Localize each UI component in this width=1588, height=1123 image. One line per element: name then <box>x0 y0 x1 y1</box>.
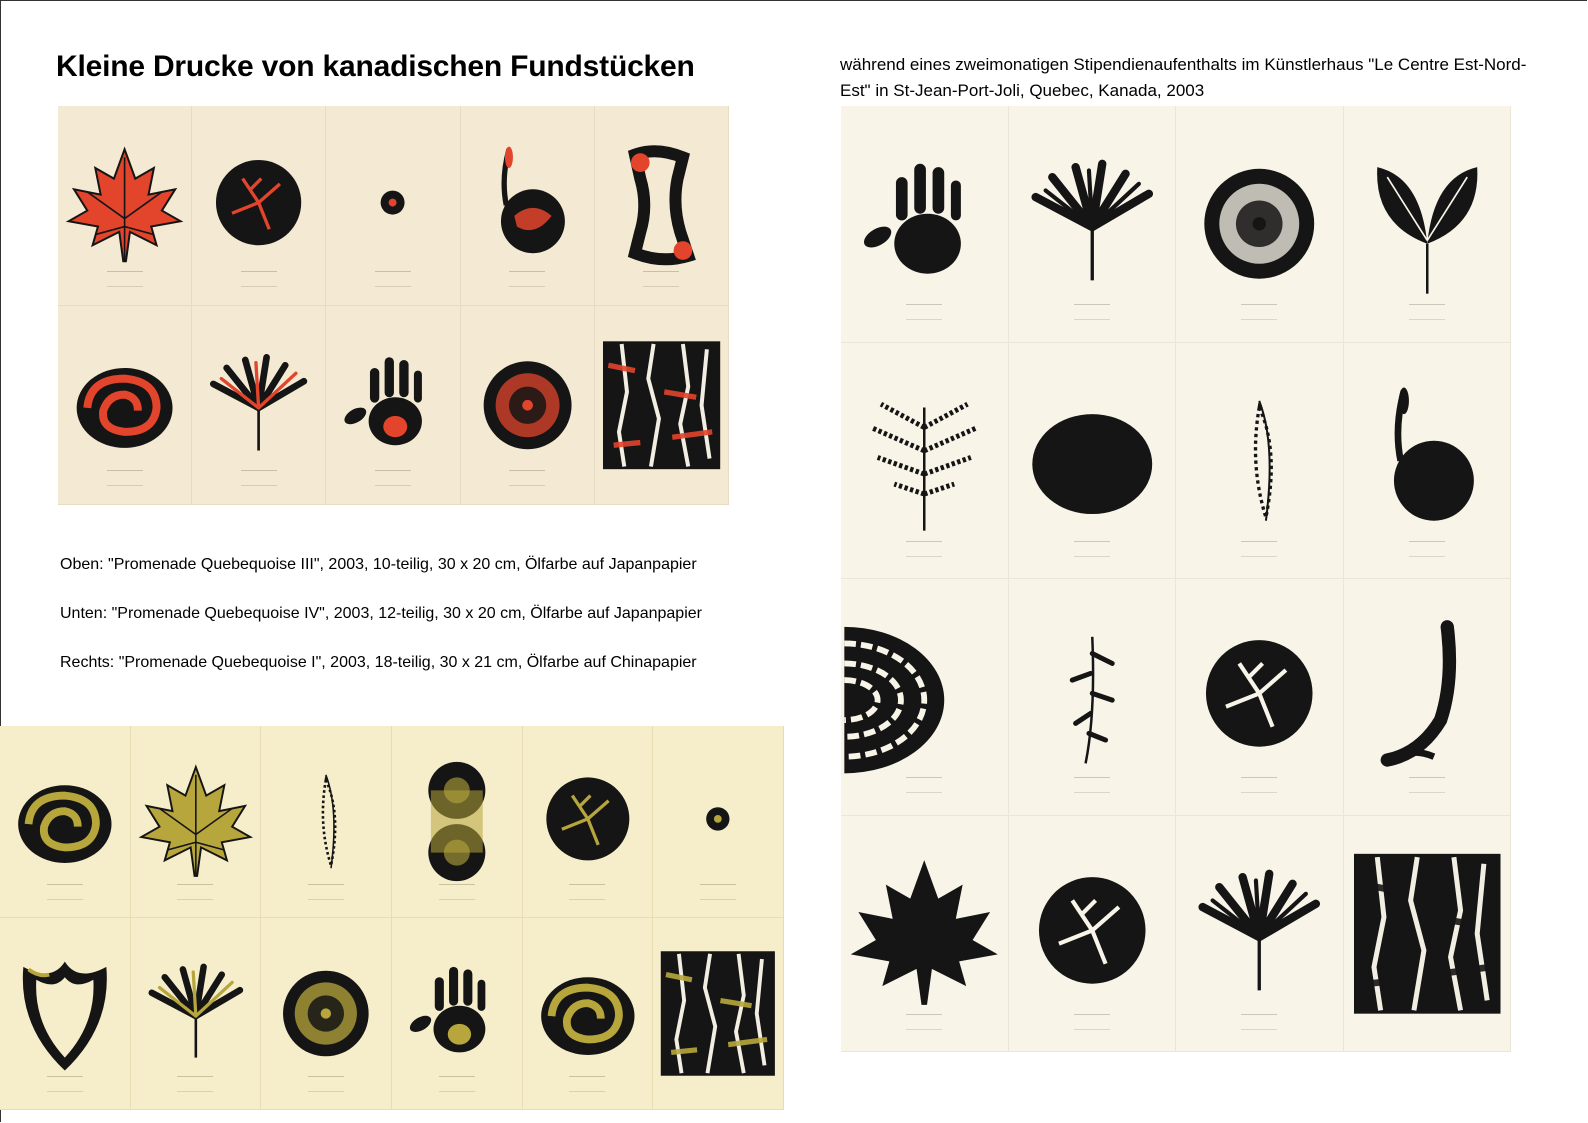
page-title: Kleine Drucke von kanadischen Fundstücken <box>56 50 695 83</box>
signature-mark <box>47 884 83 900</box>
print-panel <box>841 106 1009 343</box>
print-grid-quebequoise-I <box>841 106 1511 1052</box>
print-panel <box>192 306 326 506</box>
signature-mark <box>241 470 277 486</box>
signature-mark <box>1241 777 1277 793</box>
signature-mark <box>1409 304 1445 320</box>
print-panel <box>595 306 729 506</box>
signature-mark <box>1409 777 1445 793</box>
print-panel <box>461 306 595 506</box>
signature-mark <box>241 271 277 287</box>
bark-print <box>595 306 728 505</box>
print-panel <box>0 726 131 918</box>
print-panel <box>326 306 460 506</box>
print-panel <box>1176 343 1344 580</box>
signature-mark <box>308 1076 344 1092</box>
print-panel <box>58 306 192 506</box>
print-panel <box>261 726 392 918</box>
print-panel <box>0 918 131 1110</box>
print-panel <box>58 106 192 306</box>
print-panel <box>841 816 1009 1053</box>
signature-mark <box>107 470 143 486</box>
signature-mark <box>107 271 143 287</box>
signature-mark <box>569 884 605 900</box>
print-panel <box>326 106 460 306</box>
print-panel <box>1009 579 1177 816</box>
print-panel <box>131 918 262 1110</box>
signature-mark <box>906 541 942 557</box>
signature-mark <box>509 470 545 486</box>
print-panel <box>131 726 262 918</box>
intro-text: während eines zweimonatigen Stipendienaufenthalts im Künstlerhaus "Le Centre Est-Nord-Est" in St-Jean-Port-Joli, Quebec, Kanada, 2003 <box>840 55 1527 100</box>
print-panel <box>1176 579 1344 816</box>
print-panel <box>595 106 729 306</box>
signature-mark <box>439 884 475 900</box>
print-panel <box>1344 816 1512 1053</box>
signature-mark <box>906 1014 942 1030</box>
signature-mark <box>1074 1014 1110 1030</box>
print-panel <box>841 343 1009 580</box>
signature-mark <box>1074 777 1110 793</box>
print-panel <box>653 726 784 918</box>
bark-print <box>1344 816 1511 1052</box>
print-panel <box>523 918 654 1110</box>
print-grid-quebequoise-IV <box>0 726 784 1110</box>
signature-mark <box>1409 541 1445 557</box>
signature-mark <box>375 271 411 287</box>
bark-print <box>653 918 783 1109</box>
caption-right: Rechts: "Promenade Quebequoise I", 2003, 18-teilig, 30 x 21 cm, Ölfarbe auf Chinapapier <box>60 654 697 671</box>
print-panel <box>1344 106 1512 343</box>
signature-mark <box>509 271 545 287</box>
signature-mark <box>569 1076 605 1092</box>
signature-mark <box>1074 541 1110 557</box>
signature-mark <box>1241 304 1277 320</box>
print-panel <box>261 918 392 1110</box>
print-panel <box>1009 343 1177 580</box>
print-panel <box>1176 816 1344 1053</box>
signature-mark <box>700 884 736 900</box>
print-grid-quebequoise-III <box>58 106 729 505</box>
print-panel <box>653 918 784 1110</box>
print-panel <box>461 106 595 306</box>
print-panel <box>523 726 654 918</box>
print-panel <box>1009 106 1177 343</box>
print-panel <box>1009 816 1177 1053</box>
signature-mark <box>1241 1014 1277 1030</box>
print-panel <box>841 579 1009 816</box>
print-panel <box>1176 106 1344 343</box>
signature-mark <box>308 884 344 900</box>
caption-top: Oben: "Promenade Quebequoise III", 2003, 10-teilig, 30 x 20 cm, Ölfarbe auf Japanpapier <box>60 556 697 573</box>
signature-mark <box>47 1076 83 1092</box>
signature-mark <box>439 1076 475 1092</box>
signature-mark <box>1241 541 1277 557</box>
print-panel <box>392 726 523 918</box>
signature-mark <box>906 777 942 793</box>
caption-bottom: Unten: "Promenade Quebequoise IV", 2003, 12-teilig, 30 x 20 cm, Ölfarbe auf Japanpapier <box>60 605 702 622</box>
signature-mark <box>177 884 213 900</box>
print-panel <box>392 918 523 1110</box>
print-panel <box>192 106 326 306</box>
signature-mark <box>1074 304 1110 320</box>
signature-mark <box>375 470 411 486</box>
signature-mark <box>643 271 679 287</box>
print-panel <box>1344 343 1512 580</box>
print-panel <box>1344 579 1512 816</box>
signature-mark <box>906 304 942 320</box>
signature-mark <box>177 1076 213 1092</box>
